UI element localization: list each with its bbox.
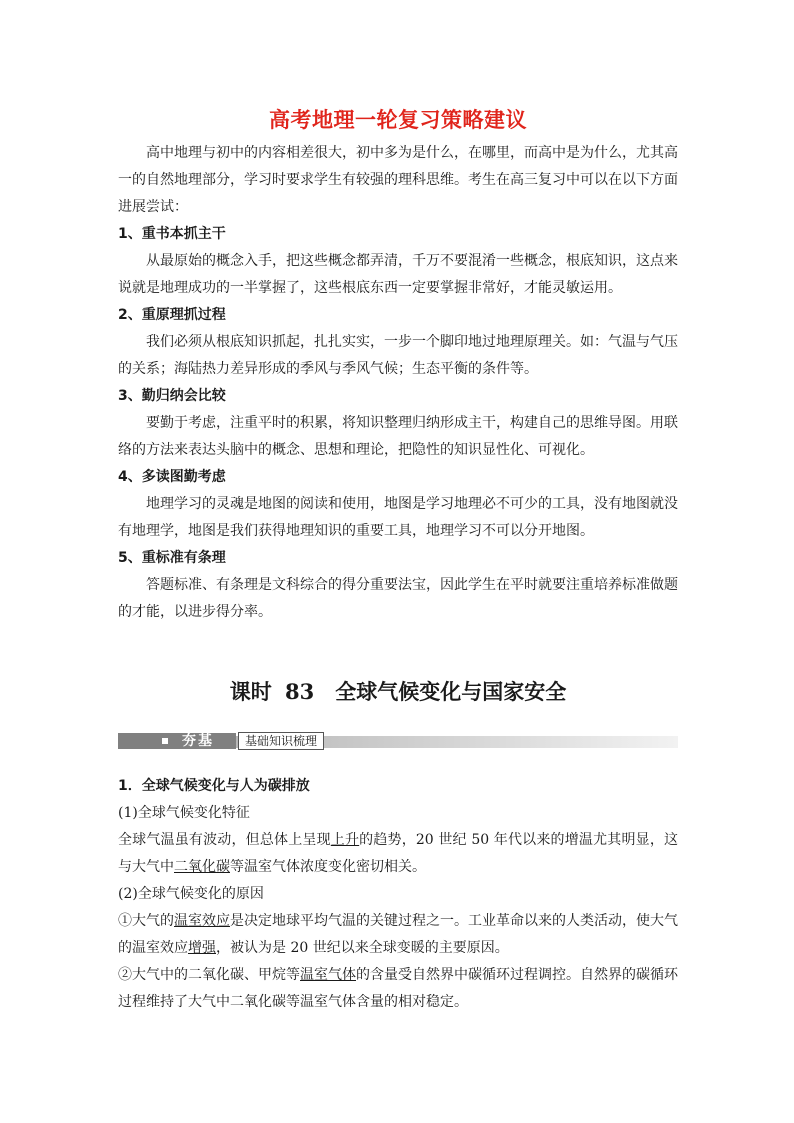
lesson-subheading: (2)全球气候变化的原因 — [118, 886, 264, 902]
text-run: ，被认为是 20 世纪以来全球变暖的主要原因。 — [216, 940, 509, 956]
section-body: 地理学习的灵魂是地图的阅读和使用，地图是学习地理必不可少的工具，没有地图就没有地理学，地图是我们获得地理知识的重要工具，地理学习不可以分开地图。 — [118, 496, 678, 539]
lesson-subheading: (1)全球气候变化特征 — [118, 805, 250, 821]
lesson-paragraph — [118, 908, 678, 962]
section-body: 答题标准、有条理是文科综合的得分重要法宝，因此学生在平时就要注重培养标准做题的才能，以进步得分率。 — [118, 577, 678, 620]
section-body: 要勤于考虑，注重平时的积累，将知识整理归纳形成主干，构建自己的思维导图。用联络的方法来表达头脑中的概念、思想和理论，把隐性的知识显性化、可视化。 — [118, 415, 678, 458]
banner-label: 夯基 — [182, 733, 214, 749]
text-run: 等温室气体浓度变化密切相关。 — [230, 859, 426, 875]
lesson-content — [118, 773, 678, 1016]
text-run: 是决定地球平均气温的关键过程之一。工业革命以来的人类活动，使大气的温室效应 — [118, 913, 678, 956]
section-body: 从最原始的概念入手，把这些概念都弄清，千万不要混淆一些概念，根底知识，这点来说就是地理成功的一半掌握了，这些根底东西一定要掌握非常好，才能灵敏运用。 — [118, 253, 678, 296]
section-heading: 4、多读图勤考虑 — [118, 469, 226, 485]
section-heading: 2、重原理抓过程 — [118, 307, 226, 323]
page-title: 高考地理一轮复习策略建议 — [269, 108, 527, 132]
section-heading: 1、重书本抓主干 — [118, 226, 226, 242]
text-run: ①大气的 — [118, 913, 174, 929]
banner-box-label: 基础知识梳理 — [238, 732, 324, 750]
underlined-term: 二氧化碳 — [174, 859, 230, 875]
underlined-term: 上升 — [330, 832, 360, 848]
text-run: ②大气中的二氧化碳、甲烷等 — [118, 967, 300, 983]
section-banner — [118, 731, 678, 751]
text-run: 的含量受自然界中碳循环过程调控。自然界的碳循环过程维持了大气中二氧化碳等温室气体含量的相对稳定。 — [118, 967, 678, 1010]
lesson-heading: 1．全球气候变化与人为碳排放 — [118, 778, 310, 794]
section-body: 我们必须从根底知识抓起，扎扎实实，一步一个脚印地过地理原理关。如：气温与气压的关系；海陆热力差异形成的季风与季风气候；生态平衡的条件等。 — [118, 334, 678, 377]
intro-block — [118, 140, 678, 626]
lesson-title: 课时 83 全球气候变化与国家安全 — [229, 679, 567, 704]
banner-dark-block — [118, 733, 236, 749]
section-heading: 5、重标准有条理 — [118, 550, 226, 566]
underlined-term: 温室效应 — [174, 913, 230, 929]
underlined-term: 增强 — [188, 940, 216, 956]
lesson-paragraph — [118, 827, 678, 881]
section-heading: 3、勤归纳会比较 — [118, 388, 226, 404]
text-run: 全球气温虽有波动，但总体上呈现 — [118, 832, 331, 848]
square-bullet-icon — [162, 738, 168, 744]
intro-paragraph: 高中地理与初中的内容相差很大，初中多为是什么，在哪里，而高中是为什么，尤其高一的自然地理部分，学习时要求学生有较强的理科思维。考生在高三复习中可以在以下方面进展尝试： — [118, 145, 678, 215]
underlined-term: 温室气体 — [300, 967, 356, 983]
text-run: 的趋势，20 世纪 50 年代以来的增温尤其明显，这与大气中 — [118, 832, 679, 875]
lesson-paragraph — [118, 962, 678, 1016]
